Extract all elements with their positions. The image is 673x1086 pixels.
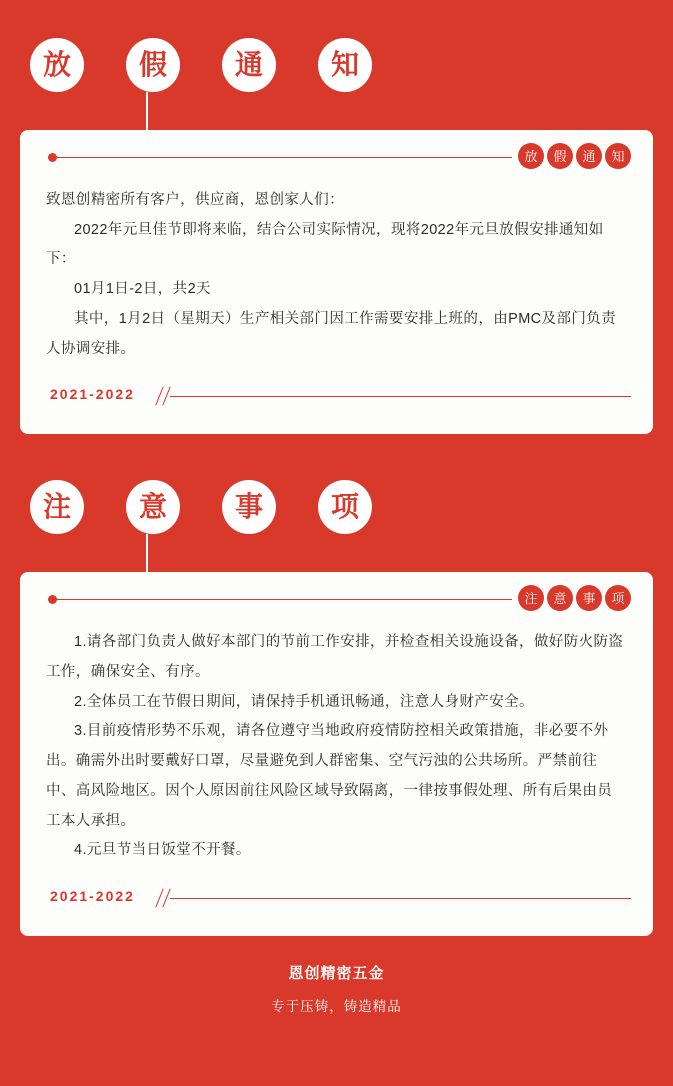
badge-char: 知 — [605, 143, 631, 169]
year-label: 2021-2022 — [50, 888, 135, 905]
card-2-badges — [512, 585, 631, 611]
badge-char: 事 — [576, 585, 602, 611]
card-1-header — [20, 130, 653, 186]
badge-char: 通 — [576, 143, 602, 169]
badge-char: 放 — [518, 143, 544, 169]
paragraph: 1.请各部门负责人做好本部门的节前工作安排，并检查相关设施设备，做好防火防盗工作，确保安全、有序。 — [46, 634, 624, 681]
year-label: 2021-2022 — [50, 386, 135, 403]
section-1-connector — [0, 92, 673, 130]
paragraph: 其中，1月2日（星期天）生产相关部门因工作需要安排上班的，由PMC及部门负责人协调安排。 — [46, 310, 617, 357]
connector-line — [146, 534, 148, 572]
title-char-circle: 通 — [222, 38, 276, 92]
title-char-circle: 注 — [30, 480, 84, 534]
card-1-body — [20, 186, 653, 364]
badge-char: 注 — [518, 585, 544, 611]
title-char-circle: 假 — [126, 38, 180, 92]
section-spacer — [0, 434, 673, 480]
paragraph: 3.目前疫情形势不乐观，请各位遵守当地政府疫情防控相关政策措施，非必要不外出。确需外出时要戴好口罩，尽量避免到人群密集、空气污浊的公共场所。严禁前往中、高风险地区。因个人原因前往风险区域导致隔离，一律按事假处理、所有后果由员工本人承担。 — [46, 723, 613, 829]
footer-rule — [170, 396, 631, 397]
top-spacer — [0, 0, 673, 38]
section-2-title — [0, 480, 673, 534]
section-1-card — [20, 130, 653, 434]
paragraph: 2022年元旦佳节即将来临，结合公司实际情况，现将2022年元旦放假安排通知如下： — [46, 221, 604, 268]
badge-char: 项 — [605, 585, 631, 611]
footer-rule — [170, 898, 631, 899]
card-2-footer — [20, 876, 653, 920]
section-2-card — [20, 572, 653, 936]
company-name: 恩创精密五金 — [288, 965, 385, 983]
badge-char: 意 — [547, 585, 573, 611]
title-char-circle: 放 — [30, 38, 84, 92]
badge-char: 假 — [547, 143, 573, 169]
section-2-connector — [0, 534, 673, 572]
company-slogan: 专于压铸，铸造精品 — [271, 999, 402, 1015]
card-2-header — [20, 572, 653, 628]
paragraph: 01月1日-2日，共2天 — [74, 281, 211, 298]
card-1-badges — [512, 143, 631, 169]
paragraph: 致恩创精密所有客户，供应商，恩创家人们： — [46, 192, 344, 208]
section-1-title — [0, 38, 673, 92]
paragraph: 4.元旦节当日饭堂不开餐。 — [74, 842, 251, 859]
paragraph: 2.全体员工在节假日期间，请保持手机通讯畅通，注意人身财产安全。 — [74, 693, 534, 710]
title-char-circle: 意 — [126, 480, 180, 534]
connector-line — [146, 92, 148, 130]
card-1-footer — [20, 374, 653, 418]
card-2-body — [20, 628, 653, 866]
title-char-circle: 知 — [318, 38, 372, 92]
title-char-circle: 项 — [318, 480, 372, 534]
title-char-circle: 事 — [222, 480, 276, 534]
poster-footer — [0, 936, 673, 1015]
